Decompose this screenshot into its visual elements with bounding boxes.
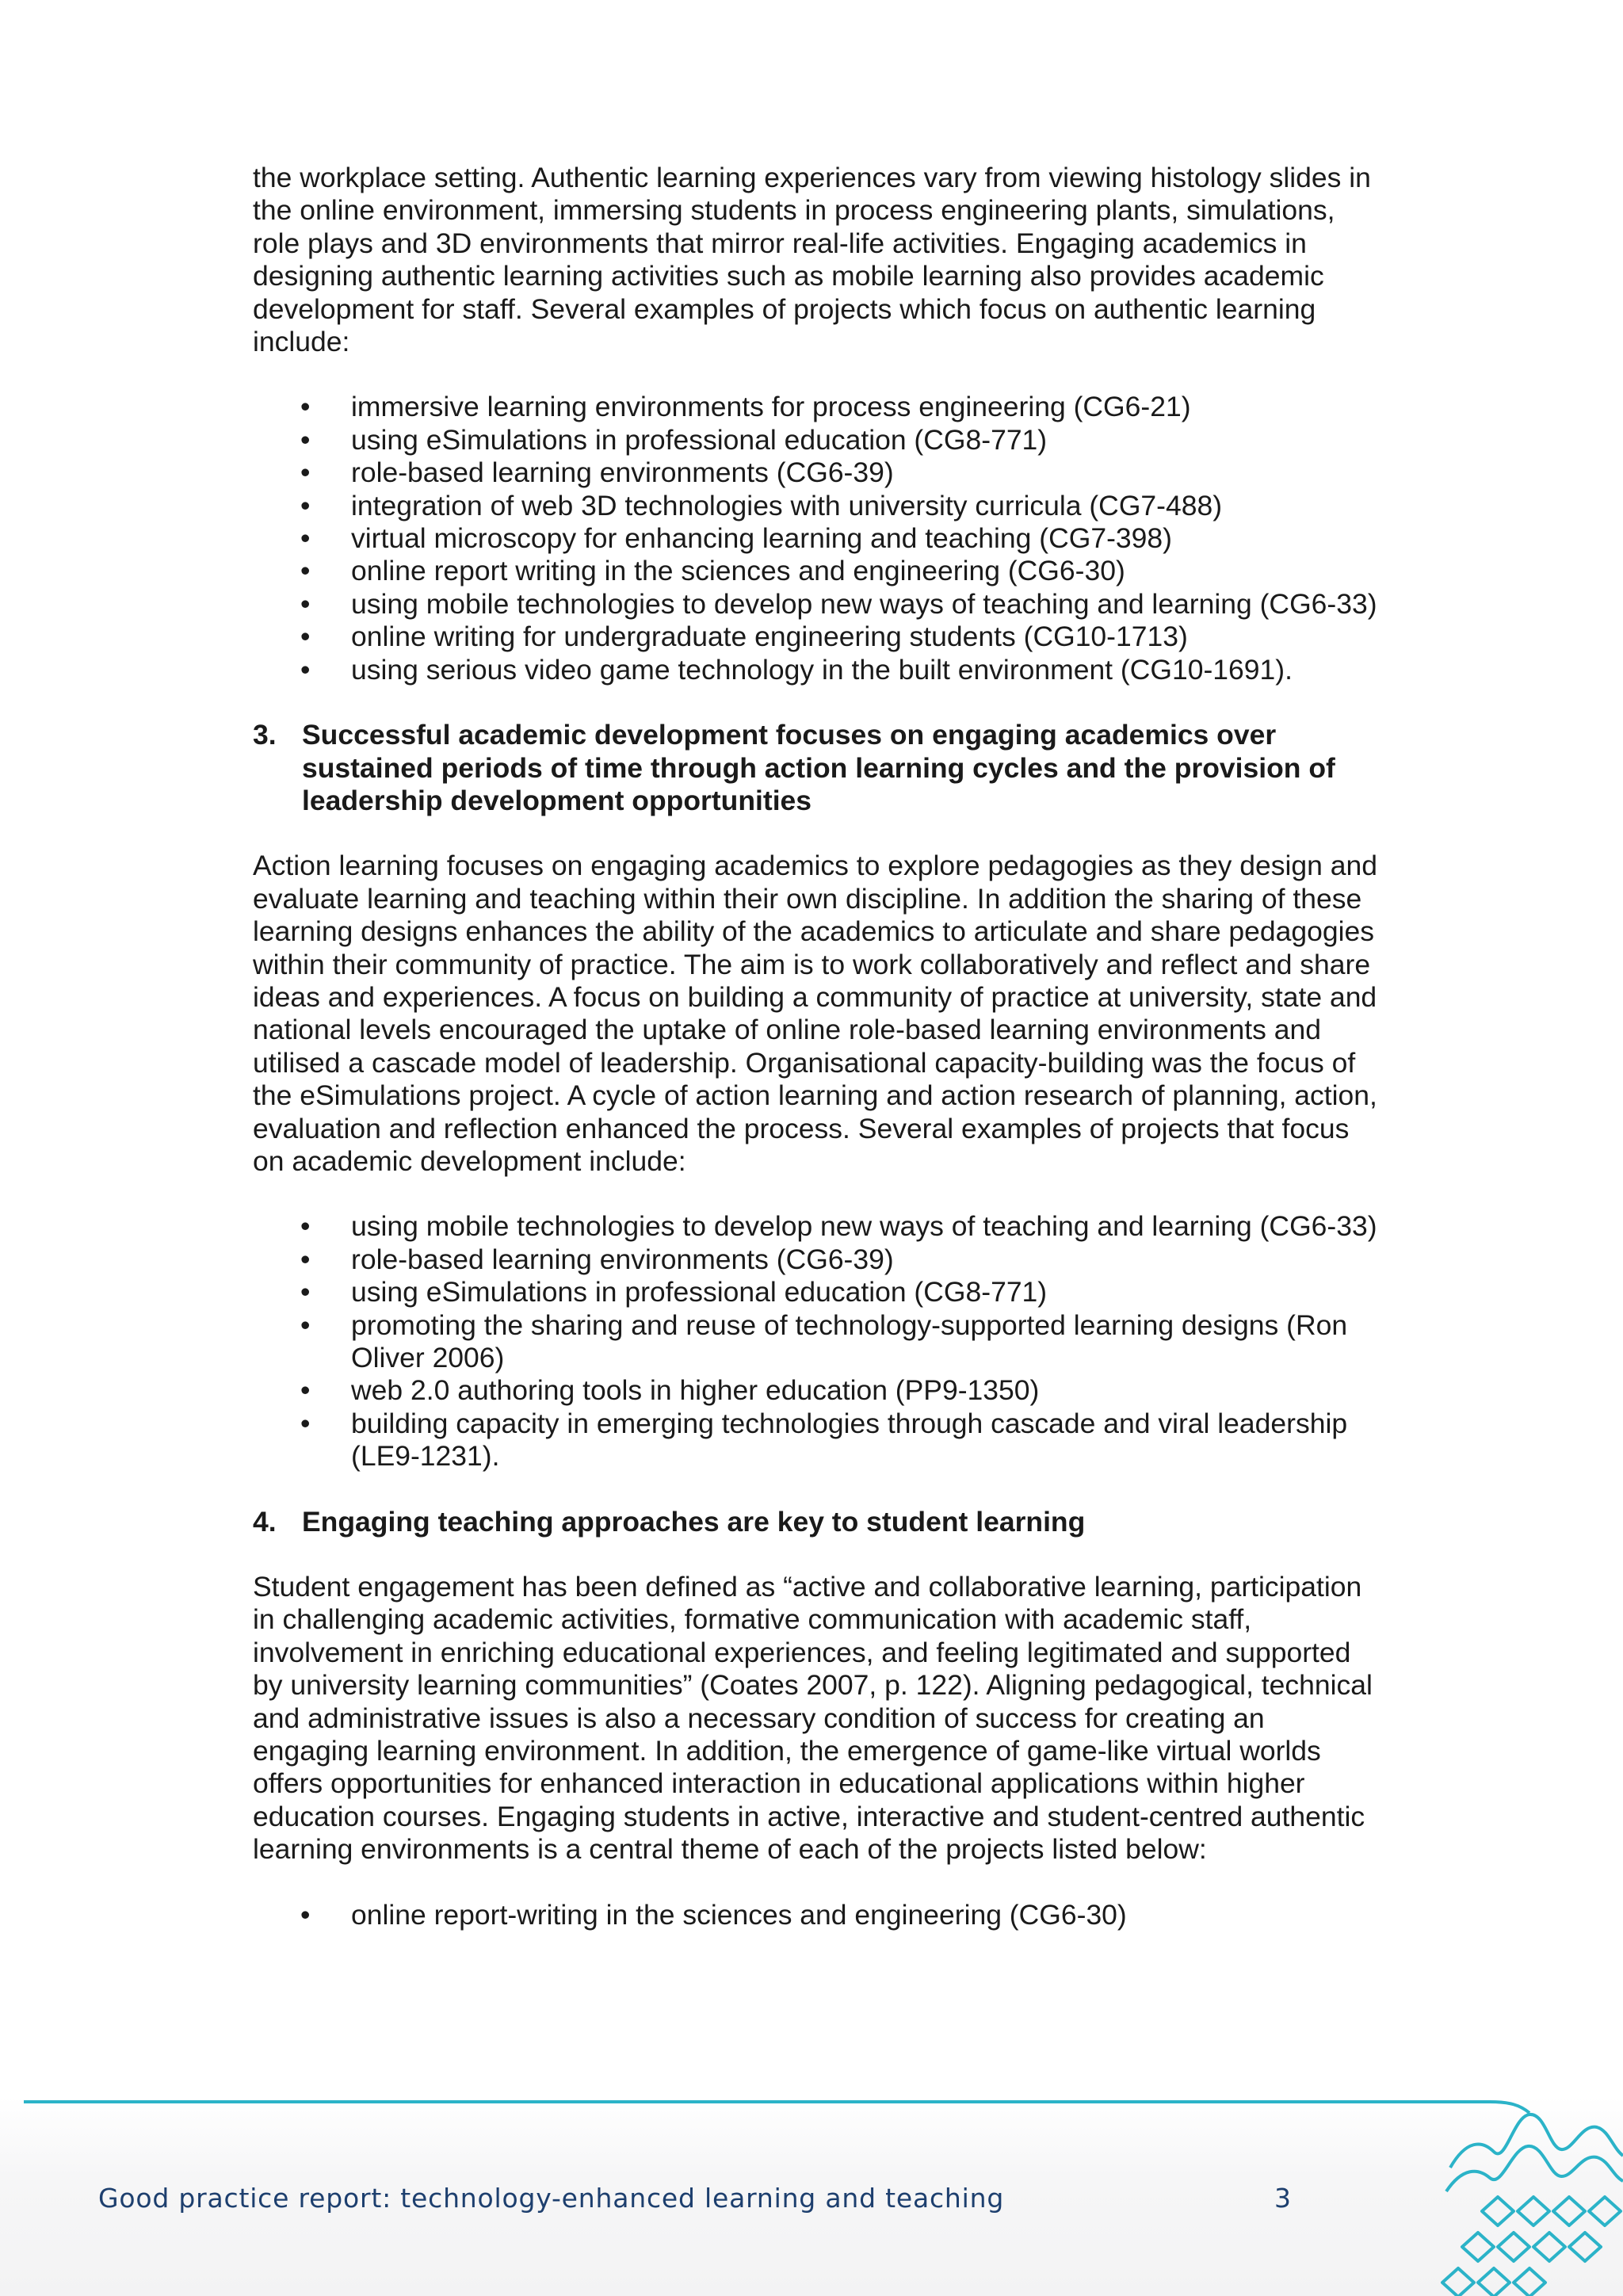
list-item: • online writing for undergraduate engineering students (CG10-1713) [253,621,1386,653]
section-3-heading-text: Successful academic development focuses on engaging academics over sustained periods of time through action learning cycles and the provision of leadership development opportunities [302,719,1335,816]
page-number: 3 [1274,2183,1291,2214]
footer-report-title: Good practice report: technology-enhanced learning and teaching [98,2183,1005,2214]
list-item: • integration of web 3D technologies with university curricula (CG7-488) [253,490,1386,522]
list-item: • using mobile technologies to develop new ways of teaching and learning (CG6-33) [253,1210,1386,1243]
list-item: • role-based learning environments (CG6-39) [253,1244,1386,1276]
list-item: • role-based learning environments (CG6-39) [253,457,1386,489]
body-content [253,162,1386,1964]
authentic-learning-list [253,391,1386,686]
section-3-paragraph: Action learning focuses on engaging academics to explore pedagogies as they design and evaluate learning and teaching within their own discipline. In addition the sharing of these learning designs enhances the ability of the academics to articulate and share pedagogies within their community of practice. The aim is to work collaboratively and reflect and share ideas and experiences. A focus on building a community of practice at university, state and national levels encouraged the uptake of online role-based learning environments and utilised a cascade model of leadership. Organisational capacity-building was the focus of the eSimulations project. A cycle of action learning and action research of planning, action, evaluation and reflection enhanced the process. Several examples of projects that focus on academic development include: [253,850,1377,1177]
list-item: • virtual microscopy for enhancing learning and teaching (CG7-398) [253,522,1386,555]
list-item: • using eSimulations in professional education (CG8-771) [253,1276,1386,1308]
list-item: • online report-writing in the sciences and engineering (CG6-30) [253,1899,1386,1931]
list-item: • web 2.0 authoring tools in higher education (PP9-1350) [253,1374,1386,1407]
section-3-number: 3. [253,719,277,751]
list-item: • online report writing in the sciences and engineering (CG6-30) [253,555,1386,587]
section-3-heading [253,719,1386,817]
list-item: • building capacity in emerging technologies through cascade and viral leadership (LE9-1231). [253,1408,1386,1473]
list-item: • promoting the sharing and reuse of technology-supported learning designs (Ron Oliver 2006) [253,1309,1386,1375]
list-item: • immersive learning environments for process engineering (CG6-21) [253,391,1386,423]
intro-paragraph: the workplace setting. Authentic learning experiences vary from viewing histology slides in the online environment, immersing students in process engineering plants, simulations, role plays and 3D environments that mirror real-life activities. Engaging academics in designing authentic learning activities such as mobile learning also provides academic development for staff. Several examples of projects which focus on authentic learning include: [253,162,1371,358]
engaging-approaches-list [253,1899,1386,1931]
wave-diamond-logo-icon [1419,2092,1623,2296]
list-item: • using serious video game technology in the built environment (CG10-1691). [253,654,1386,686]
list-item: • using mobile technologies to develop new ways of teaching and learning (CG6-33) [253,588,1386,621]
section-4-heading [253,1506,1386,1538]
section-4-heading-text: Engaging teaching approaches are key to student learning [302,1505,1086,1538]
list-item: • using eSimulations in professional education (CG8-771) [253,424,1386,457]
academic-development-list [253,1210,1386,1473]
section-4-paragraph: Student engagement has been defined as “active and collaborative learning, participation in challenging academic activities, formative communication with academic staff, involvement in enriching educational experiences, and feeling legitimated and supported by university learning communities” (Coates 2007, p. 122). Aligning pedagogical, technical and administrative issues is also a necessary condition of success for creating an engaging learning environment. In addition, the emergence of game-like virtual worlds offers opportunities for enhanced interaction in educational applications within higher education courses. Engaging students in active, interactive and student-centred authentic learning environments is a central theme of each of the projects listed below: [253,1571,1373,1866]
footer-rule [0,2097,1623,2145]
section-4-number: 4. [253,1505,277,1538]
